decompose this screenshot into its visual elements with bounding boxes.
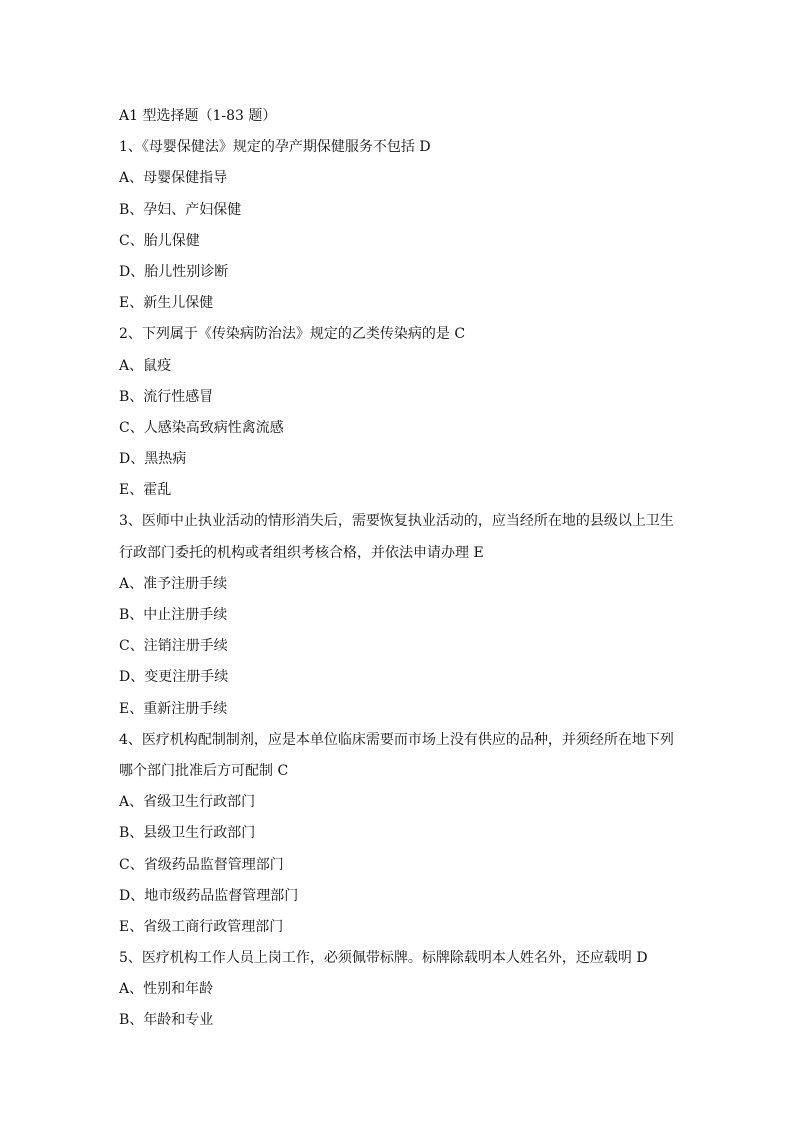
question-2-option-a: A、鼠疫 — [119, 357, 172, 374]
question-2-option-e: E、霍乱 — [119, 482, 172, 499]
question-3-option-c: C、注销注册手续 — [119, 638, 228, 655]
question-5-option-b: B、年龄和专业 — [119, 1012, 214, 1029]
question-4-stem-line-2: 哪个部门批准后方可配制 C — [119, 762, 289, 779]
question-2-stem: 2、下列属于《传染病防治法》规定的乙类传染病的是 C — [119, 326, 466, 343]
question-3-option-e: E、重新注册手续 — [119, 700, 228, 717]
question-1-option-a: A、母婴保健指导 — [119, 170, 228, 187]
question-4-option-b: B、县级卫生行政部门 — [119, 825, 256, 842]
question-2-option-d: D、黑热病 — [119, 451, 187, 468]
question-4-option-a: A、省级卫生行政部门 — [119, 794, 256, 811]
document-body — [119, 101, 679, 1037]
question-1-option-d: D、胎儿性别诊断 — [119, 263, 229, 280]
question-3-stem-line-1: 3、医师中止执业活动的情形消失后，需要恢复执业活动的，应当经所在地的县级以上卫生 — [119, 513, 674, 530]
question-2-option-b: B、流行性感冒 — [119, 388, 214, 405]
question-3-stem-line-2: 行政部门委托的机构或者组织考核合格，并依法申请办理 E — [119, 544, 484, 561]
question-3-option-b: B、中止注册手续 — [119, 607, 228, 623]
question-4-option-e: E、省级工商行政管理部门 — [119, 918, 284, 935]
question-5-stem: 5、医疗机构工作人员上岗工作，必须佩带标牌。标牌除载明本人姓名外，还应载明 D — [119, 950, 648, 967]
section-title: A1 型选择题（1-83 题） — [119, 108, 277, 124]
question-3-option-a: A、准予注册手续 — [119, 575, 228, 592]
question-4-stem-line-1: 4、医疗机构配制制剂，应是本单位临床需要而市场上没有供应的品种，并须经所在地下列 — [119, 731, 674, 748]
question-1-option-b: B、孕妇、产妇保健 — [119, 201, 242, 218]
question-1-option-e: E、新生儿保健 — [119, 295, 214, 312]
question-1-stem: 1、《母婴保健法》规定的孕产期保健服务不包括 D — [119, 139, 431, 156]
question-3-option-d: D、变更注册手续 — [119, 669, 229, 686]
question-4-option-c: C、省级药品监督管理部门 — [119, 856, 284, 873]
question-1-option-c: C、胎儿保健 — [119, 232, 200, 249]
question-5-option-a: A、性别和年龄 — [119, 981, 214, 998]
question-2-option-c: C、人感染高致病性禽流感 — [119, 419, 284, 436]
question-4-option-d: D、地市级药品监督管理部门 — [119, 887, 299, 904]
